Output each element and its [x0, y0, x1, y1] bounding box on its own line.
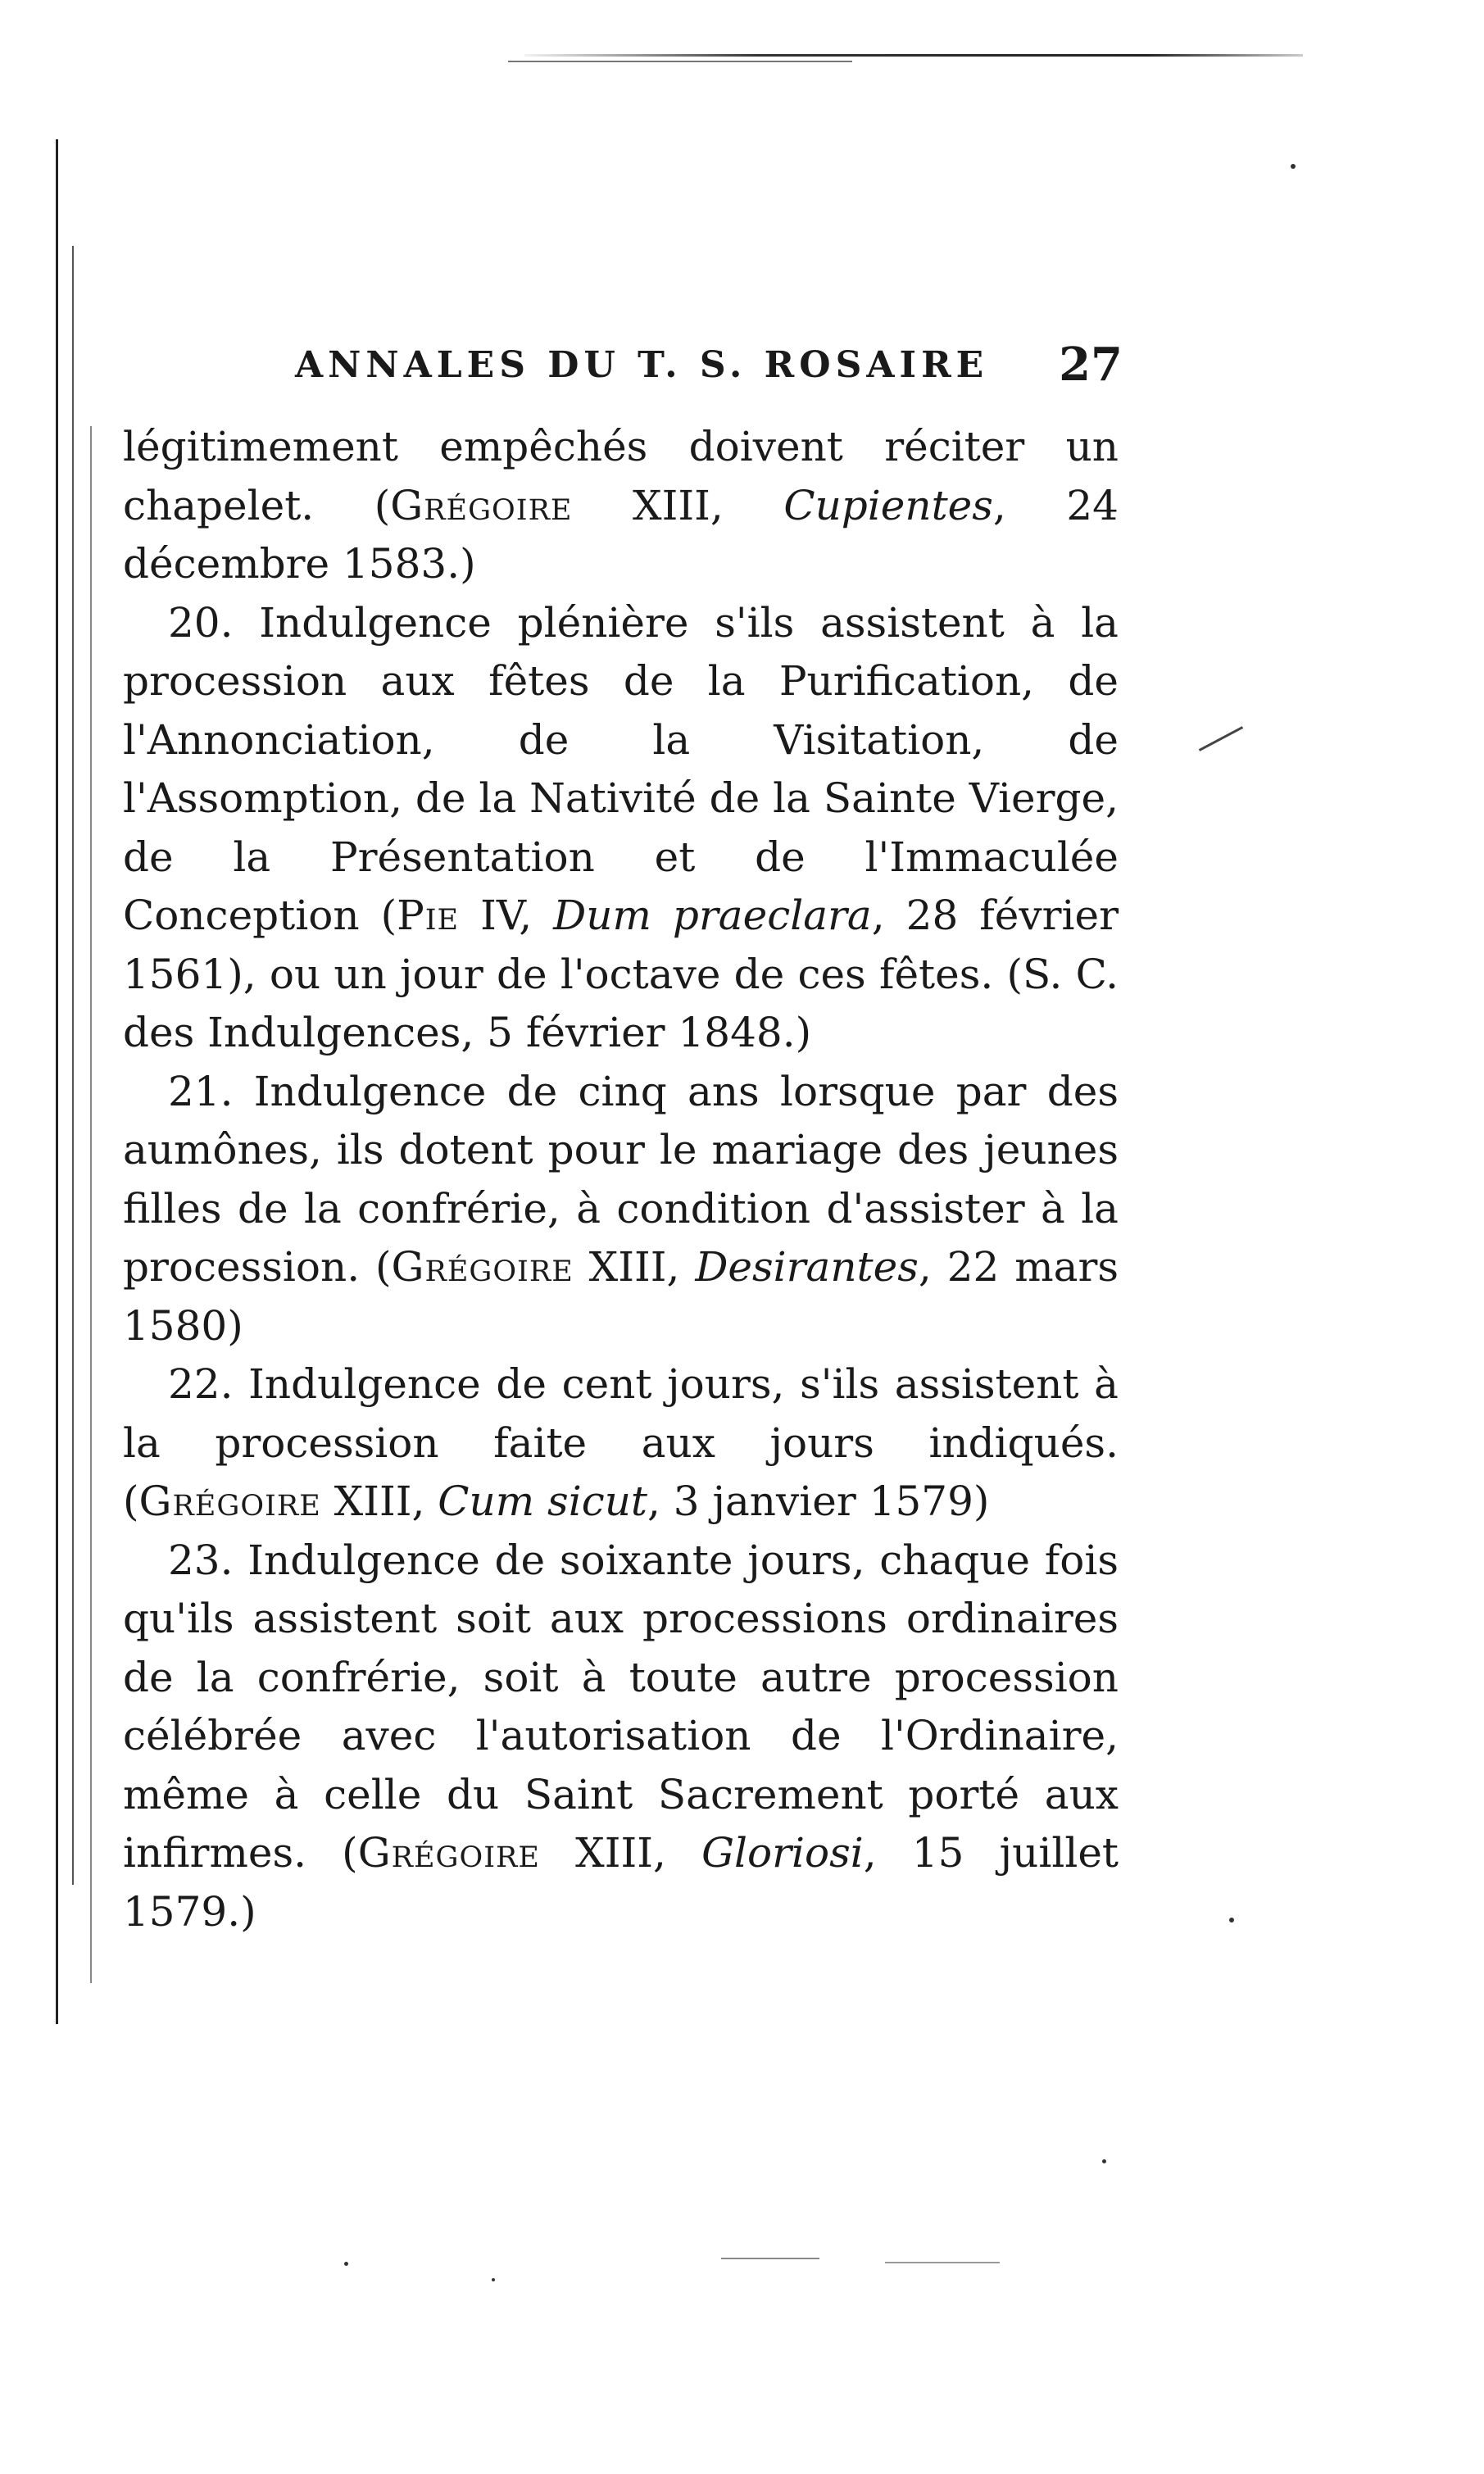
regnal-number: IV, — [459, 892, 554, 939]
citation-date: , 24 décembre 1583.) — [123, 481, 1119, 588]
pope-name: Pie — [397, 892, 460, 939]
paragraph-21 — [123, 1063, 1119, 1356]
scan-speck — [1291, 164, 1296, 169]
pope-name: Grégoire — [138, 1478, 321, 1525]
binding-edge-line — [90, 426, 92, 1983]
regnal-number: XIII, — [572, 481, 784, 529]
paragraph-text: légitimement empêchés doivent réciter un chapelet. ( — [123, 423, 1119, 529]
paragraph-continuation — [123, 418, 1119, 594]
regnal-number: XIII, — [539, 1829, 702, 1877]
bull-title: Cum sicut — [438, 1478, 647, 1525]
paragraph-text: 20. Indulgence plénière s'ils assistent à la procession aux fêtes de la Purification, de l'Annonciation, de la Visitation, de l'Assomption, de la Nativité de la Sainte Vierge, de la Présentation et de l'Immaculée Conception ( — [123, 598, 1119, 939]
bull-title: Cupientes — [783, 481, 993, 529]
pope-name: Grégoire — [357, 1829, 540, 1877]
bull-title: Desirantes — [695, 1243, 919, 1291]
scan-mark — [885, 2262, 1000, 2263]
pope-name: Grégoire — [391, 1243, 574, 1291]
scan-speck — [1229, 1918, 1234, 1922]
paragraph-text: 23. Indulgence de soixante jours, chaque fois qu'ils assistent soit aux processions ordinaires de la confrérie, soit à toute autre procession célébrée avec l'autorisation de l'Ordinaire, même à celle du Saint Sacrement porté aux infirmes. ( — [123, 1536, 1119, 1877]
scan-mark — [721, 2258, 819, 2259]
paragraph-text: 22. Indulgence de cent jours, s'ils assistent à la procession faite aux jours indiqués. ( — [123, 1360, 1119, 1525]
bull-title: Dum praeclara — [553, 892, 872, 939]
scan-speck — [1102, 2159, 1106, 2163]
body-text — [123, 418, 1119, 1941]
binding-edge-line — [72, 246, 74, 1885]
regnal-number: XIII, — [320, 1478, 438, 1525]
top-scan-rule — [524, 54, 1303, 57]
paragraph-text: 21. Indulgence de cinq ans lorsque par des aumônes, ils dotent pour le mariage des jeunes filles de la confrérie, à condition d'assister à la procession. ( — [123, 1067, 1119, 1291]
paragraph-23 — [123, 1532, 1119, 1942]
pope-name: Grégoire — [390, 481, 573, 529]
running-header — [295, 332, 1123, 397]
scan-speck — [492, 2278, 495, 2281]
bull-title: Gloriosi — [701, 1829, 864, 1877]
regnal-number: XIII, — [573, 1243, 696, 1291]
paragraph-20 — [123, 594, 1119, 1063]
binding-edge-line — [56, 139, 58, 2024]
citation-date: , 15 juillet 1579.) — [123, 1829, 1119, 1936]
citation-date: , 22 mars 1580) — [123, 1243, 1119, 1350]
paragraph-22 — [123, 1355, 1119, 1532]
scan-mark — [1199, 726, 1243, 751]
running-title: ANNALES DU T. S. ROSAIRE — [295, 343, 989, 386]
scan-speck — [344, 2262, 348, 2266]
citation-date: , 3 janvier 1579) — [647, 1478, 990, 1525]
citation-date: , 28 février 1561), ou un jour de l'octave de ces fêtes. (S. C. des Indulgences, 5 février 1848.) — [123, 892, 1119, 1056]
top-scan-rule-faint — [508, 61, 852, 62]
page-number: 27 — [1059, 338, 1123, 392]
